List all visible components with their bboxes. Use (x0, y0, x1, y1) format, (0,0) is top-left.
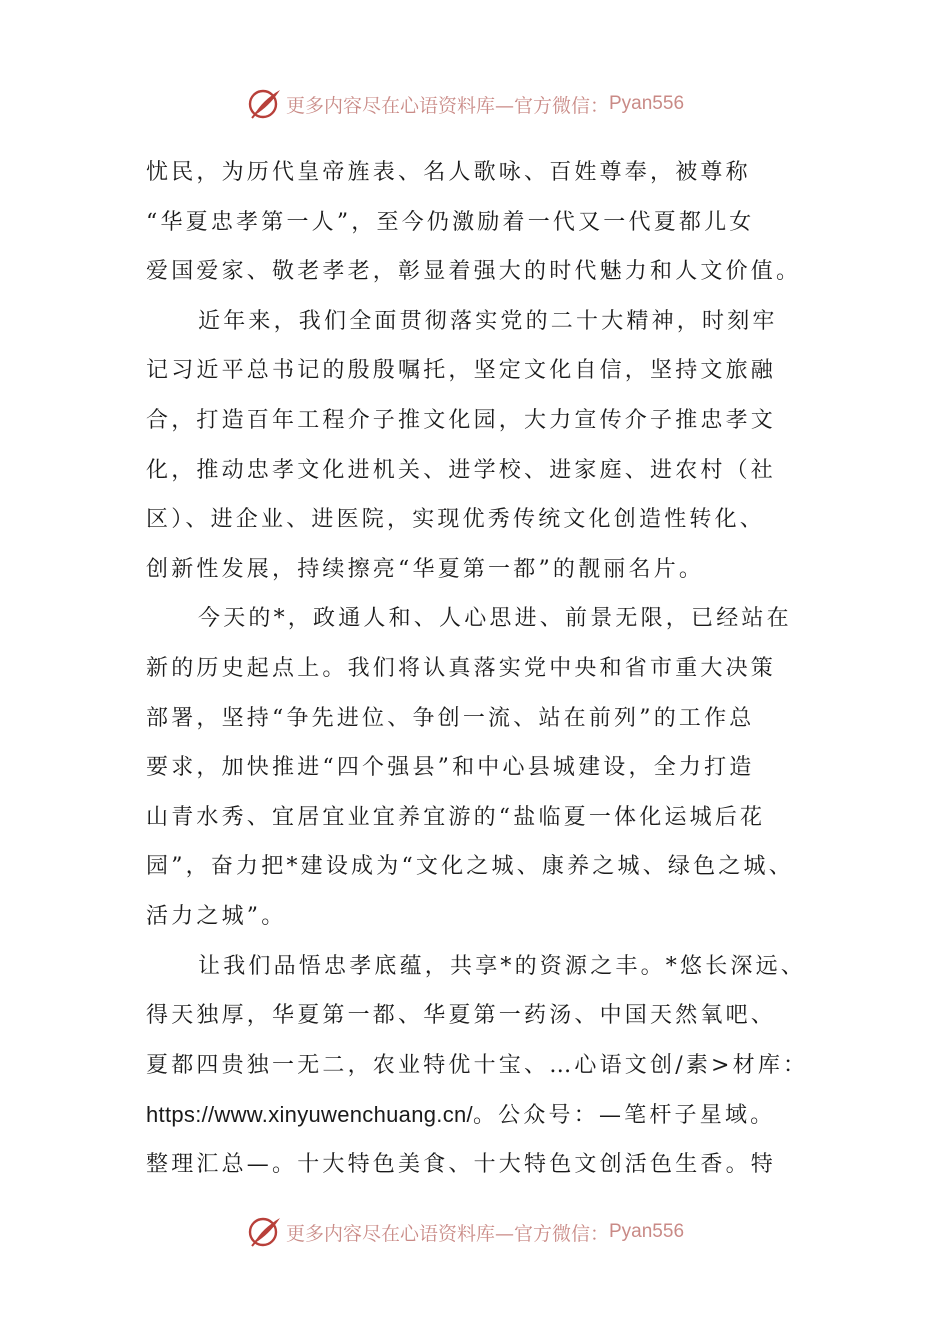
banner-text: 更多内容尽在心语资料库—官方微信： (285, 1222, 609, 1245)
text-line: 新的历史起点上。我们将认真落实党中央和省市重大决策 (146, 655, 777, 681)
text-line: 爱国爱家、敬老孝老，彰显着强大的时代魅力和人文价值。 (146, 259, 802, 285)
text-line: 夏都四贵独一无二，农业特优十宝、…心语文创/素>材库： (146, 1052, 809, 1078)
banner-text: 更多内容尽在心语资料库—官方微信： (285, 94, 609, 117)
text-line: 要求，加快推进“四个强县”和中心县城建设，全力打造 (146, 755, 755, 781)
document-body (146, 148, 836, 1189)
text-line: 部署，坚持“争先进位、争创一流、站在前列”的工作总 (146, 705, 755, 731)
text-line: 活力之城”。 (146, 903, 287, 929)
quill-logo-icon (248, 87, 282, 121)
website-link[interactable]: https://www.xinyuwenchuang.cn/ (146, 1102, 473, 1128)
banner-wechat-id: Pyan556 (609, 93, 685, 114)
url-line (146, 1090, 836, 1140)
url-line-rest: 。公众号：—笔杆子星域。 (472, 1103, 776, 1129)
paragraph-start: 今天的*，政通人和、人心思进、前景无限，已经站在 (198, 606, 792, 632)
text-line: 创新性发展，持续擦亮“华夏第一都”的靓丽名片。 (146, 556, 705, 582)
header-watermark-banner (0, 84, 950, 124)
text-line: 得天独厚，华夏第一都、华夏第一药汤、中国天然氧吧、 (146, 1003, 777, 1029)
paragraph-start: 让我们品悟忠孝底蕴，共享*的资源之丰。*悠长深远、 (198, 953, 807, 979)
quill-logo-icon (248, 1215, 282, 1249)
text-line: 山青水秀、宜居宜业宜养宜游的“盐临夏一体化运城后花 (146, 804, 766, 830)
text-line: 园”，奋力把*建设成为“文化之城、康养之城、绿色之城、 (146, 854, 794, 880)
text-line: 忧民，为历代皇帝旌表、名人歌咏、百姓尊奉，被尊称 (146, 160, 751, 185)
text-line: 合，打造百年工程介子推文化园，大力宣传介子推忠孝文 (146, 407, 777, 433)
text-line: 整理汇总—。十大特色美食、十大特色文创活色生香。特 (146, 1151, 777, 1177)
footer-watermark-banner (0, 1212, 950, 1252)
text-line: 区）、进企业、进医院，实现优秀传统文化创造性转化、 (146, 507, 766, 533)
text-line: “华夏忠孝第一人”，至今仍激励着一代又一代夏都儿女 (146, 209, 755, 235)
paragraph-start: 近年来，我们全面贯彻落实党的二十大精神，时刻牢 (198, 308, 778, 334)
text-line: 记习近平总书记的殷殷嘱托，坚定文化自信，坚持文旅融 (146, 358, 777, 384)
banner-wechat-id: Pyan556 (609, 1221, 685, 1242)
text-line: 化，推动忠孝文化进机关、进学校、进家庭、进农村（社 (146, 457, 777, 483)
